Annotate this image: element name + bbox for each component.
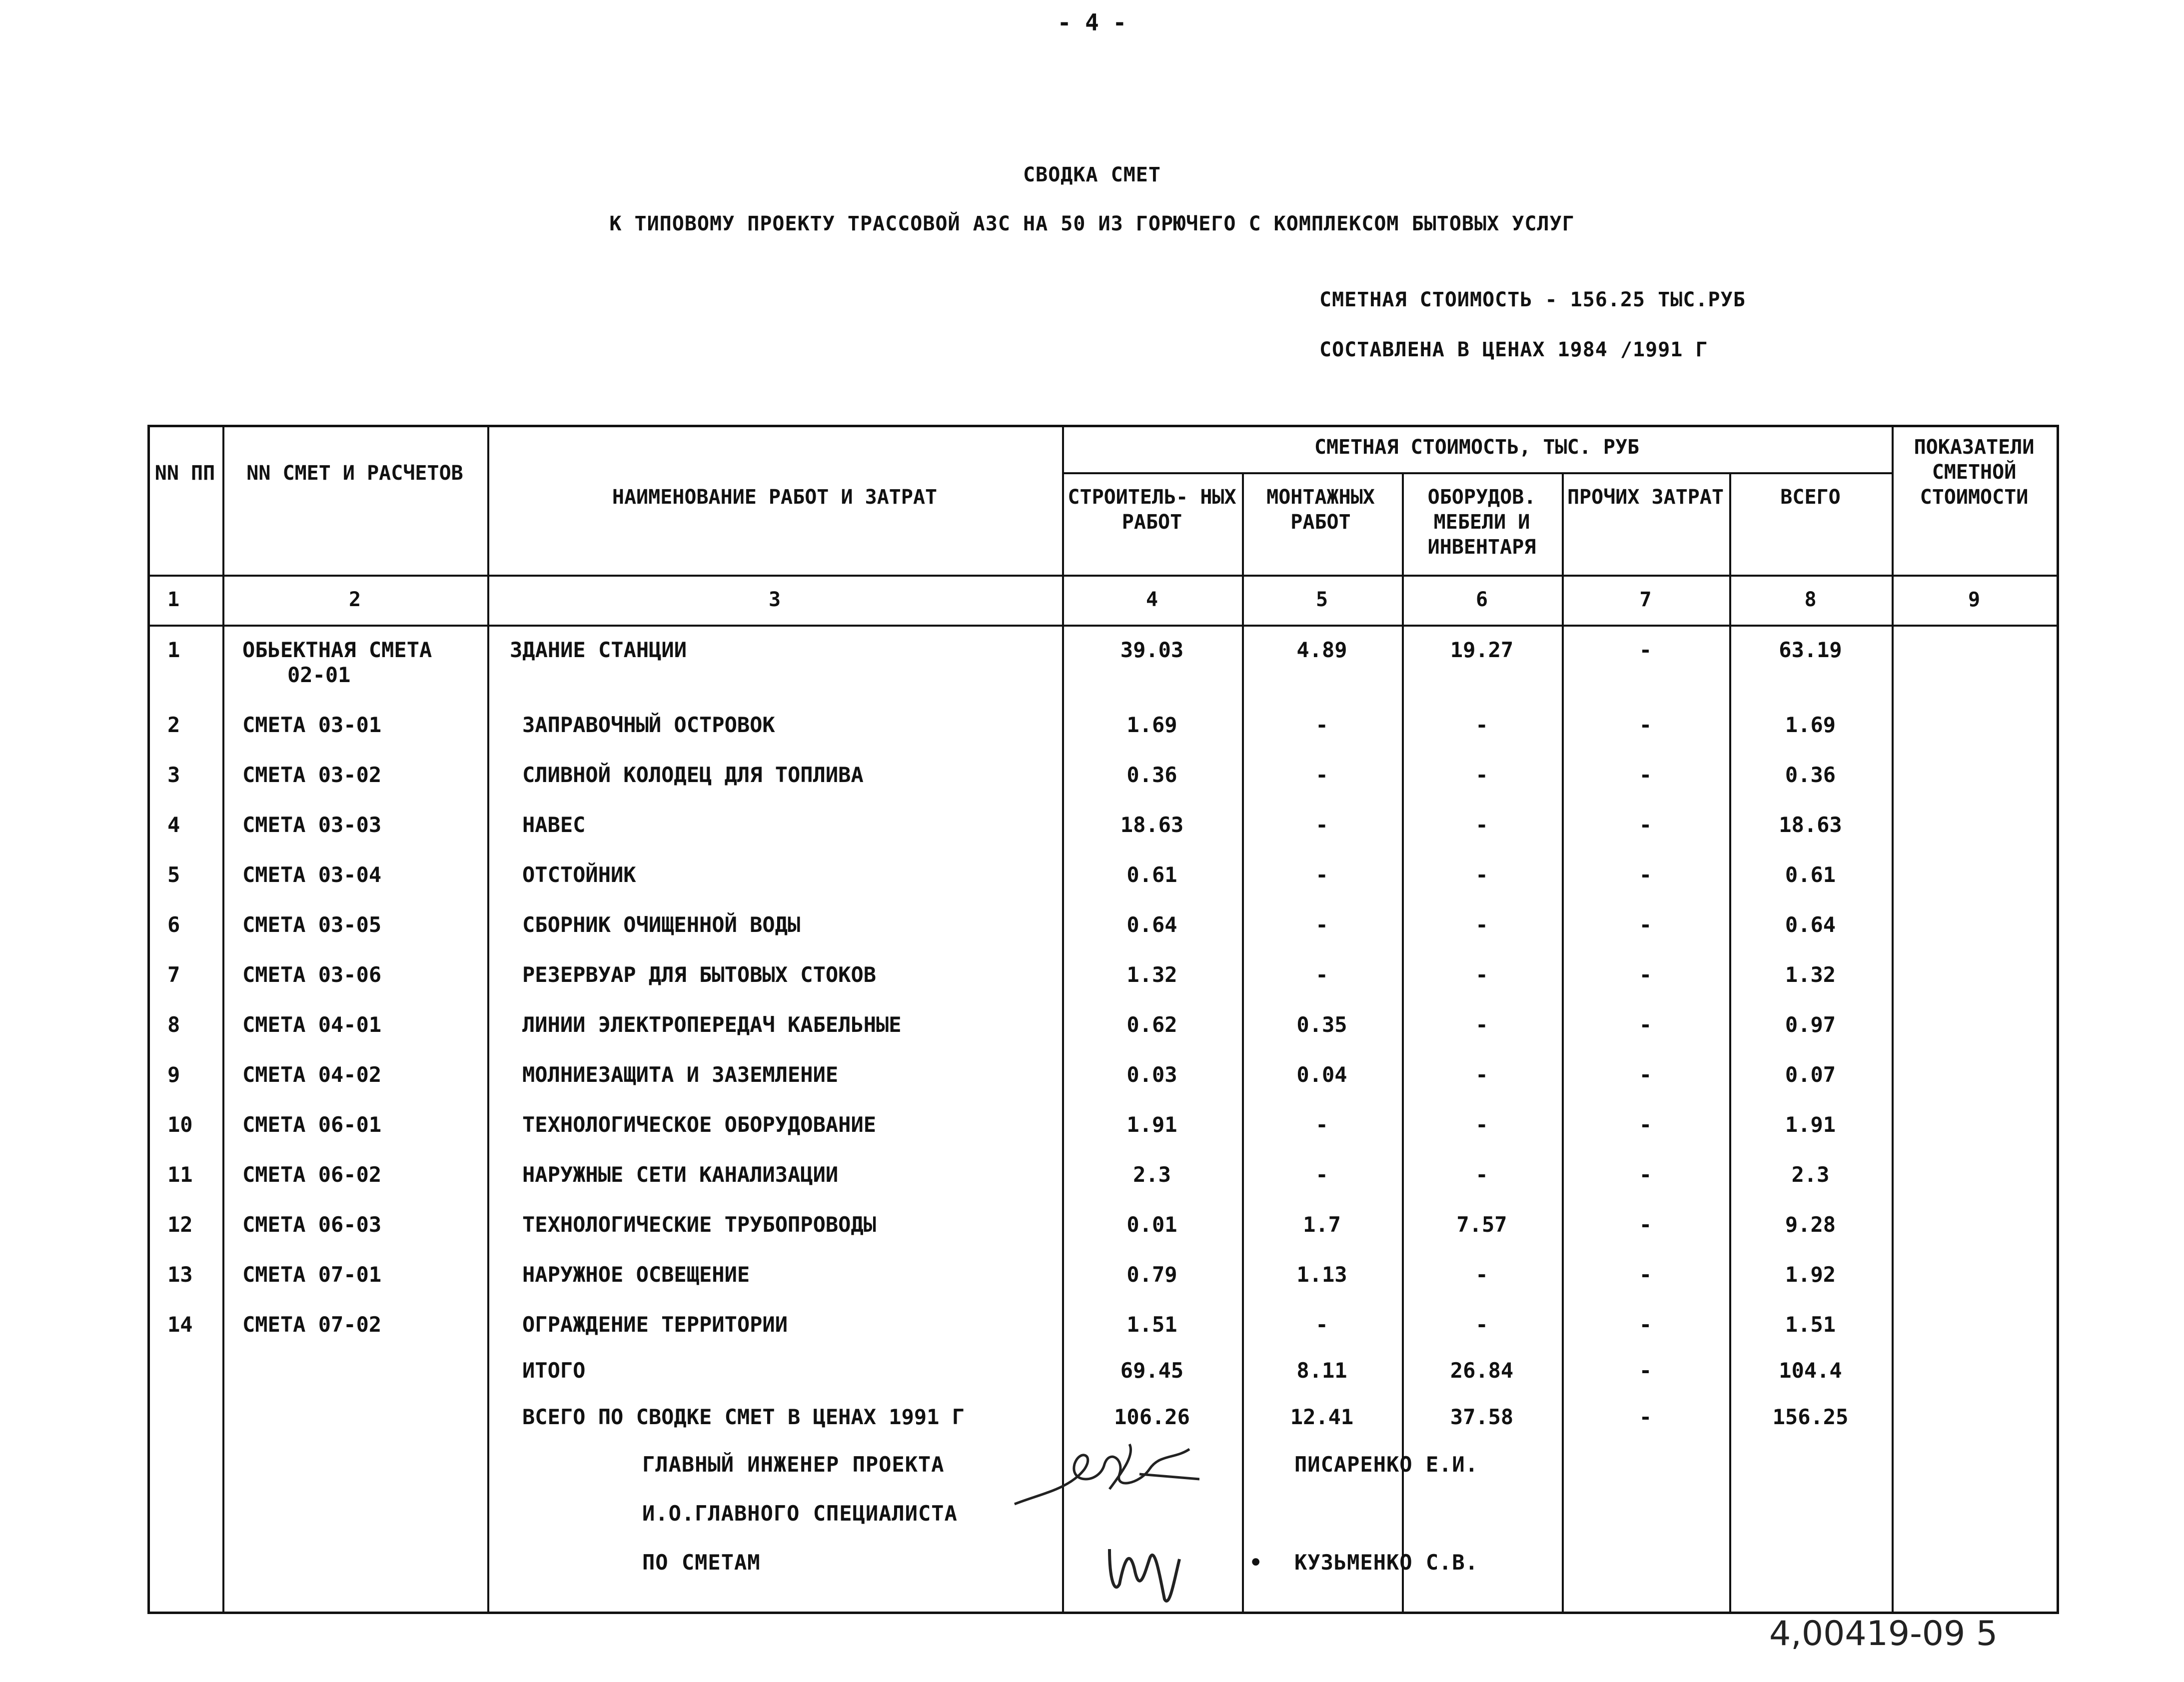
construction-cost: 1.51: [1126, 1312, 1177, 1337]
estimate-number: ОБЬЕКТНАЯ СМЕТА: [242, 638, 432, 662]
installation-cost: -: [1315, 1312, 1328, 1337]
other-cost: -: [1639, 1212, 1652, 1237]
estimate-number: СМЕТА 07-02: [242, 1312, 382, 1337]
totals-total: 104.4: [1779, 1358, 1842, 1383]
installation-cost: 1.7: [1303, 1212, 1341, 1237]
total-cost: 1.69: [1785, 713, 1836, 737]
column-number: 1: [167, 588, 180, 611]
installation-cost: 0.35: [1296, 1012, 1347, 1037]
work-name: ТЕХНОЛОГИЧЕСКОЕ ОБОРУДОВАНИЕ: [522, 1112, 877, 1137]
installation-cost: -: [1315, 713, 1328, 737]
header-estimate-number: NN СМЕТ И РАСЧЕТОВ: [246, 462, 463, 485]
header-equipment: ОБОРУДОВ. МЕБЕЛИ И ИНВЕНТАРЯ: [1427, 486, 1536, 559]
total-cost: 1.51: [1785, 1312, 1836, 1337]
specialist-title-line2: ПО СМЕТАМ: [642, 1550, 761, 1575]
work-name: ЗАПРАВОЧНЫЙ ОСТРОВОК: [522, 713, 775, 737]
work-name: НАРУЖНЫЕ СЕТИ КАНАЛИЗАЦИИ: [522, 1162, 839, 1187]
total-cost: 1.92: [1785, 1262, 1836, 1287]
total-cost: 9.28: [1785, 1212, 1836, 1237]
row-number: 6: [167, 912, 180, 937]
header-row-number: NN ПП: [154, 462, 215, 485]
row-number: 8: [167, 1012, 180, 1037]
column-number: 8: [1804, 588, 1817, 611]
equipment-cost: -: [1475, 962, 1488, 987]
installation-cost: -: [1315, 912, 1328, 937]
other-cost: -: [1639, 1262, 1652, 1287]
other-cost: -: [1639, 1012, 1652, 1037]
equipment-cost: -: [1475, 1262, 1488, 1287]
totals-label: ИТОГО: [522, 1358, 586, 1383]
other-cost: -: [1639, 813, 1652, 837]
work-name: НАВЕС: [522, 813, 586, 837]
row-number: 11: [167, 1162, 193, 1187]
chief-engineer-name: ПИСАРЕНКО Е.И.: [1294, 1452, 1479, 1477]
estimate-number: СМЕТА 03-05: [242, 912, 382, 937]
header-separator: [147, 575, 2057, 577]
totals-installation: 12.41: [1290, 1405, 1354, 1429]
construction-cost: 0.61: [1126, 862, 1177, 887]
totals-installation: 8.11: [1296, 1358, 1347, 1383]
column-numbers-separator: [147, 625, 2057, 627]
totals-label: ВСЕГО ПО СВОДКЕ СМЕТ В ЦЕНАХ 1991 Г: [522, 1405, 965, 1429]
construction-cost: 0.79: [1126, 1262, 1177, 1287]
estimate-number: СМЕТА 06-01: [242, 1112, 382, 1137]
total-cost: 0.36: [1785, 763, 1836, 787]
equipment-cost: -: [1475, 862, 1488, 887]
estimate-number: СМЕТА 03-02: [242, 763, 382, 787]
column-number: 4: [1145, 588, 1158, 611]
prices-base-line: СОСТАВЛЕНА В ЦЕНАХ 1984 /1991 Г: [1319, 338, 1708, 361]
installation-cost: -: [1315, 1112, 1328, 1137]
other-cost: -: [1639, 1312, 1652, 1337]
header-indicators: ПОКАЗАТЕЛИ СМЕТНОЙ СТОИМОСТИ: [1914, 436, 2035, 509]
total-cost: 0.07: [1785, 1062, 1836, 1087]
installation-cost: -: [1315, 1162, 1328, 1187]
row-number: 5: [167, 862, 180, 887]
estimate-number: СМЕТА 06-03: [242, 1212, 382, 1237]
equipment-cost: -: [1475, 1112, 1488, 1137]
installation-cost: -: [1315, 763, 1328, 787]
column-number: 5: [1315, 588, 1328, 611]
specialist-name: КУЗЬМЕНКО С.В.: [1294, 1550, 1479, 1575]
work-name: РЕЗЕРВУАР ДЛЯ БЫТОВЫХ СТОКОВ: [522, 962, 877, 987]
estimate-number: СМЕТА 06-02: [242, 1162, 382, 1187]
column-number: 7: [1639, 588, 1652, 611]
construction-cost: 1.69: [1126, 713, 1177, 737]
total-cost: 18.63: [1779, 813, 1842, 837]
construction-cost: 39.03: [1120, 638, 1184, 662]
installation-cost: -: [1315, 962, 1328, 987]
row-number: 14: [167, 1312, 193, 1337]
work-name: ЗДАНИЕ СТАНЦИИ: [510, 638, 687, 662]
equipment-cost: -: [1475, 1062, 1488, 1087]
column-number: 6: [1475, 588, 1488, 611]
total-cost: 2.3: [1791, 1162, 1830, 1187]
other-cost: -: [1639, 912, 1652, 937]
specialist-title: И.О.ГЛАВНОГО СПЕЦИАЛИСТА: [642, 1501, 958, 1526]
equipment-cost: -: [1475, 912, 1488, 937]
installation-cost: 4.89: [1296, 638, 1347, 662]
work-name: НАРУЖНОЕ ОСВЕЩЕНИЕ: [522, 1262, 750, 1287]
row-number: 2: [167, 713, 180, 737]
bullet-mark: •: [1249, 1550, 1263, 1575]
totals-equipment: 37.58: [1450, 1405, 1514, 1429]
totals-equipment: 26.84: [1450, 1358, 1514, 1383]
header-work-name: НАИМЕНОВАНИЕ РАБОТ И ЗАТРАТ: [612, 486, 938, 509]
work-name: ТЕХНОЛОГИЧЕСКИЕ ТРУБОПРОВОДЫ: [522, 1212, 877, 1237]
other-cost: -: [1639, 1062, 1652, 1087]
construction-cost: 1.91: [1126, 1112, 1177, 1137]
equipment-cost: -: [1475, 763, 1488, 787]
other-cost: -: [1639, 763, 1652, 787]
work-name: ОТСТОЙНИК: [522, 862, 636, 887]
work-name: ЛИНИИ ЭЛЕКТРОПЕРЕДАЧ КАБЕЛЬНЫЕ: [522, 1012, 902, 1037]
document-subtitle: К ТИПОВОМУ ПРОЕКТУ ТРАССОВОЙ АЗС НА 50 ИЗ ГОРЮЧЕГО С КОМПЛЕКСОМ БЫТОВЫХ УСЛУГ: [609, 212, 1575, 235]
installation-cost: -: [1315, 862, 1328, 887]
construction-cost: 0.36: [1126, 763, 1177, 787]
estimate-number: СМЕТА 03-03: [242, 813, 382, 837]
equipment-cost: -: [1475, 813, 1488, 837]
column-number: 9: [1968, 588, 1981, 611]
estimate-number: СМЕТА 03-01: [242, 713, 382, 737]
estimate-number: СМЕТА 04-01: [242, 1012, 382, 1037]
total-cost: 0.61: [1785, 862, 1836, 887]
other-cost: -: [1639, 1162, 1652, 1187]
totals-other: -: [1639, 1358, 1652, 1383]
equipment-cost: -: [1475, 1012, 1488, 1037]
row-number: 4: [167, 813, 180, 837]
estimate-number: СМЕТА 07-01: [242, 1262, 382, 1287]
row-number: 1: [167, 638, 180, 662]
row-number: 12: [167, 1212, 193, 1237]
header-construction: СТРОИТЕЛЬ- НЫХ РАБОТ: [1068, 486, 1236, 534]
installation-cost: -: [1315, 813, 1328, 837]
other-cost: -: [1639, 962, 1652, 987]
header-other: ПРОЧИХ ЗАТРАТ: [1567, 486, 1724, 509]
table-border-top: [147, 425, 2057, 427]
installation-cost: 0.04: [1296, 1062, 1347, 1087]
row-number: 9: [167, 1062, 180, 1087]
other-cost: -: [1639, 862, 1652, 887]
construction-cost: 18.63: [1120, 813, 1184, 837]
header-installation: МОНТАЖНЫХ РАБОТ: [1266, 486, 1375, 534]
estimate-number-line2: 02-01: [287, 663, 351, 687]
other-cost: -: [1639, 638, 1652, 662]
totals-construction: 69.45: [1120, 1358, 1184, 1383]
document-title: СВОДКА СМЕТ: [1023, 163, 1161, 186]
table-border-right: [2057, 425, 2059, 1614]
other-cost: -: [1639, 713, 1652, 737]
column-number: 3: [768, 588, 781, 611]
specialist-signature: [1099, 1529, 1199, 1614]
totals-total: 156.25: [1772, 1405, 1849, 1429]
totals-other: -: [1639, 1405, 1652, 1429]
column-number: 2: [348, 588, 361, 611]
row-number: 7: [167, 962, 180, 987]
construction-cost: 0.62: [1126, 1012, 1177, 1037]
page-number: - 4 -: [1057, 9, 1127, 36]
total-cost: 0.64: [1785, 912, 1836, 937]
work-name: СЛИВНОЙ КОЛОДЕЦ ДЛЯ ТОПЛИВА: [522, 763, 864, 787]
equipment-cost: 7.57: [1456, 1212, 1507, 1237]
row-number: 10: [167, 1112, 193, 1137]
construction-cost: 0.01: [1126, 1212, 1177, 1237]
chief-engineer-signature: [1010, 1439, 1199, 1509]
estimated-cost-line: СМЕТНАЯ СТОИМОСТЬ - 156.25 ТЫС.РУБ: [1319, 288, 1746, 311]
total-cost: 1.91: [1785, 1112, 1836, 1137]
estimate-number: СМЕТА 03-04: [242, 862, 382, 887]
row-number: 13: [167, 1262, 193, 1287]
construction-cost: 0.64: [1126, 912, 1177, 937]
equipment-cost: -: [1475, 713, 1488, 737]
installation-cost: 1.13: [1296, 1262, 1347, 1287]
equipment-cost: -: [1475, 1312, 1488, 1337]
equipment-cost: -: [1475, 1162, 1488, 1187]
header-cost-group: СМЕТНАЯ СТОИМОСТЬ, ТЫС. РУБ: [1314, 436, 1640, 459]
row-number: 3: [167, 763, 180, 787]
estimate-number: СМЕТА 03-06: [242, 962, 382, 987]
other-cost: -: [1639, 1112, 1652, 1137]
work-name: ОГРАЖДЕНИЕ ТЕРРИТОРИИ: [522, 1312, 788, 1337]
chief-engineer-title: ГЛАВНЫЙ ИНЖЕНЕР ПРОЕКТА: [642, 1452, 945, 1477]
work-name: МОЛНИЕЗАЩИТА И ЗАЗЕМЛЕНИЕ: [522, 1062, 839, 1087]
construction-cost: 2.3: [1133, 1162, 1171, 1187]
cost-group-separator: [1062, 472, 1892, 474]
construction-cost: 0.03: [1126, 1062, 1177, 1087]
document-code-stamp: 4,00419-09 5: [1769, 1614, 1998, 1654]
total-cost: 0.97: [1785, 1012, 1836, 1037]
construction-cost: 1.32: [1126, 962, 1177, 987]
equipment-cost: 19.27: [1450, 638, 1514, 662]
total-cost: 63.19: [1779, 638, 1842, 662]
total-cost: 1.32: [1785, 962, 1836, 987]
estimate-number: СМЕТА 04-02: [242, 1062, 382, 1087]
totals-construction: 106.26: [1114, 1405, 1190, 1429]
header-total: ВСЕГО: [1780, 486, 1841, 509]
work-name: СБОРНИК ОЧИЩЕННОЙ ВОДЫ: [522, 912, 801, 937]
